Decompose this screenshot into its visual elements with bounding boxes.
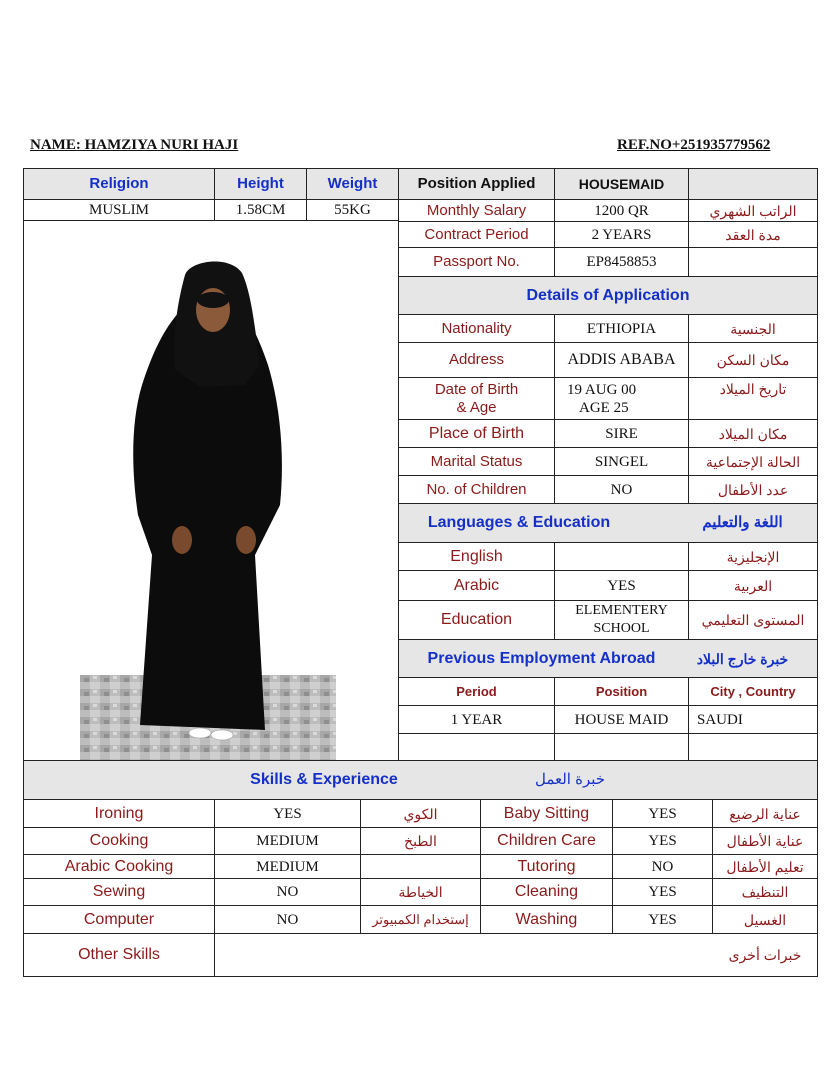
address-label: Address: [448, 351, 505, 368]
baby-sitting-arabic: عناية الرضيع: [729, 805, 801, 822]
birthplace-arabic: مكان الميلاد: [718, 425, 788, 442]
weight-label: Weight: [327, 175, 378, 192]
dob-arabic: تاريخ الميلاد: [719, 381, 787, 397]
address-value: ADDIS ABABA: [567, 351, 676, 368]
education-value: [555, 601, 688, 639]
other-skills-arabic: خبرات أخرى: [728, 947, 802, 963]
religion-label: Religion: [89, 175, 149, 192]
computer-arabic: إستخدام الكمبيوتر: [372, 911, 469, 927]
children-care-label: Children Care: [497, 832, 596, 849]
baby-sitting-label: Baby Sitting: [503, 804, 590, 822]
tutoring-label: Tutoring: [517, 857, 576, 875]
passport-label: Passport No.: [433, 253, 520, 270]
employment-heading: Previous Employment Abroad: [427, 649, 656, 667]
candidate-photo: [80, 255, 336, 760]
passport-value: EP8458853: [586, 254, 657, 270]
children-care-arabic: عناية الأطفال: [726, 833, 804, 849]
baby-sitting-value: YES: [648, 805, 677, 822]
nationality-arabic: الجنسية: [730, 320, 776, 337]
height-label: Height: [237, 175, 284, 192]
sewing-label: Sewing: [92, 883, 146, 900]
languages-heading-arabic: اللغة والتعليم: [702, 514, 783, 531]
details-heading: Details of Application: [526, 286, 690, 304]
children-value: NO: [610, 481, 633, 498]
education-arabic: المستوى التعليمي: [701, 612, 805, 628]
address-arabic: مكان السكن: [716, 352, 790, 368]
candidate-photo-figure: [80, 255, 336, 760]
dob-label-line1: Date of Birth: [434, 380, 519, 398]
reference-number: REF.NO+251935779562: [617, 137, 771, 153]
skills-heading: Skills & Experience: [250, 771, 398, 788]
tutoring-value: NO: [651, 858, 674, 875]
employment-location: SAUDI: [697, 711, 743, 728]
position-column-header: Position: [595, 683, 648, 699]
salary-value: 1200 QR: [594, 202, 649, 219]
dob-label-line2: & Age: [456, 398, 497, 416]
weight-value: 55KG: [334, 202, 371, 218]
location-column-header: City , Country: [710, 683, 796, 699]
sewing-value: NO: [276, 884, 299, 900]
height-value: 1.58CM: [235, 202, 286, 218]
skills-heading-arabic: خبرة العمل: [534, 771, 606, 788]
sewing-arabic: الخياطة: [398, 884, 443, 900]
tutoring-arabic: تعليم الأطفال: [726, 858, 804, 875]
religion-value: MUSLIM: [88, 202, 149, 218]
arabic-label: Arabic: [453, 576, 500, 594]
ironing-arabic: الكوي: [403, 805, 438, 822]
cleaning-value: YES: [648, 884, 677, 900]
children-care-value: YES: [648, 833, 677, 849]
birthplace-label: Place of Birth: [428, 424, 525, 442]
employment-position: HOUSE MAID: [574, 711, 669, 728]
dob-label: [399, 378, 554, 419]
cooking-value: MEDIUM: [256, 833, 319, 849]
children-arabic: عدد الأطفال: [717, 481, 789, 498]
nationality-value: ETHIOPIA: [586, 320, 657, 337]
washing-label: Washing: [515, 910, 578, 928]
dob-value: [555, 378, 688, 419]
cleaning-label: Cleaning: [514, 883, 579, 900]
cleaning-arabic: التنظيف: [741, 884, 789, 900]
birthplace-value: SIRE: [605, 425, 638, 442]
nationality-label: Nationality: [441, 319, 512, 337]
education-value-line2: SCHOOL: [593, 621, 650, 636]
age-value: AGE 25: [579, 399, 629, 416]
ironing-value: YES: [273, 805, 302, 822]
education-value-line1: ELEMENTERY: [575, 603, 668, 618]
arabic-value: YES: [607, 577, 636, 594]
arabic-arabic: العربية: [733, 577, 773, 594]
employment-period: 1 YEAR: [450, 711, 503, 728]
contract-value: 2 YEARS: [591, 226, 652, 243]
cooking-label: Cooking: [89, 832, 149, 849]
position-applied-value: HOUSEMAID: [578, 176, 665, 192]
english-label: English: [450, 547, 503, 565]
marital-value: SINGEL: [594, 453, 649, 470]
candidate-name: NAME: HAMZIYA NURI HAJI: [30, 137, 239, 153]
contract-label: Contract Period: [424, 225, 529, 243]
arabic-cooking-value: MEDIUM: [256, 858, 319, 875]
salary-arabic: الراتب الشهري: [709, 202, 797, 219]
education-label: Education: [440, 611, 513, 628]
english-value: [555, 543, 688, 570]
languages-heading: Languages & Education: [427, 514, 611, 531]
other-skills-label: Other Skills: [78, 946, 160, 963]
salary-label: Monthly Salary: [426, 201, 527, 219]
period-column-header: Period: [456, 683, 497, 699]
dob-date: 19 AUG 00: [567, 381, 637, 398]
cooking-arabic: الطبخ: [404, 833, 437, 849]
marital-arabic: الحالة الإجتماعية: [705, 453, 801, 470]
employment-heading-arabic: خبرة خارج البلاد: [696, 650, 789, 667]
washing-arabic: الغسيل: [743, 911, 787, 928]
contract-arabic: مدة العقد: [725, 226, 781, 243]
arabic-cooking-arabic: [361, 855, 480, 878]
ironing-label: Ironing: [94, 804, 144, 822]
children-label: No. of Children: [426, 480, 527, 498]
computer-label: Computer: [83, 910, 155, 928]
computer-value: NO: [276, 911, 299, 928]
marital-label: Marital Status: [430, 452, 523, 470]
position-applied-label: Position Applied: [417, 175, 536, 192]
english-arabic: الإنجليزية: [726, 548, 780, 565]
arabic-cooking-label: Arabic Cooking: [64, 857, 174, 875]
washing-value: YES: [648, 911, 677, 928]
